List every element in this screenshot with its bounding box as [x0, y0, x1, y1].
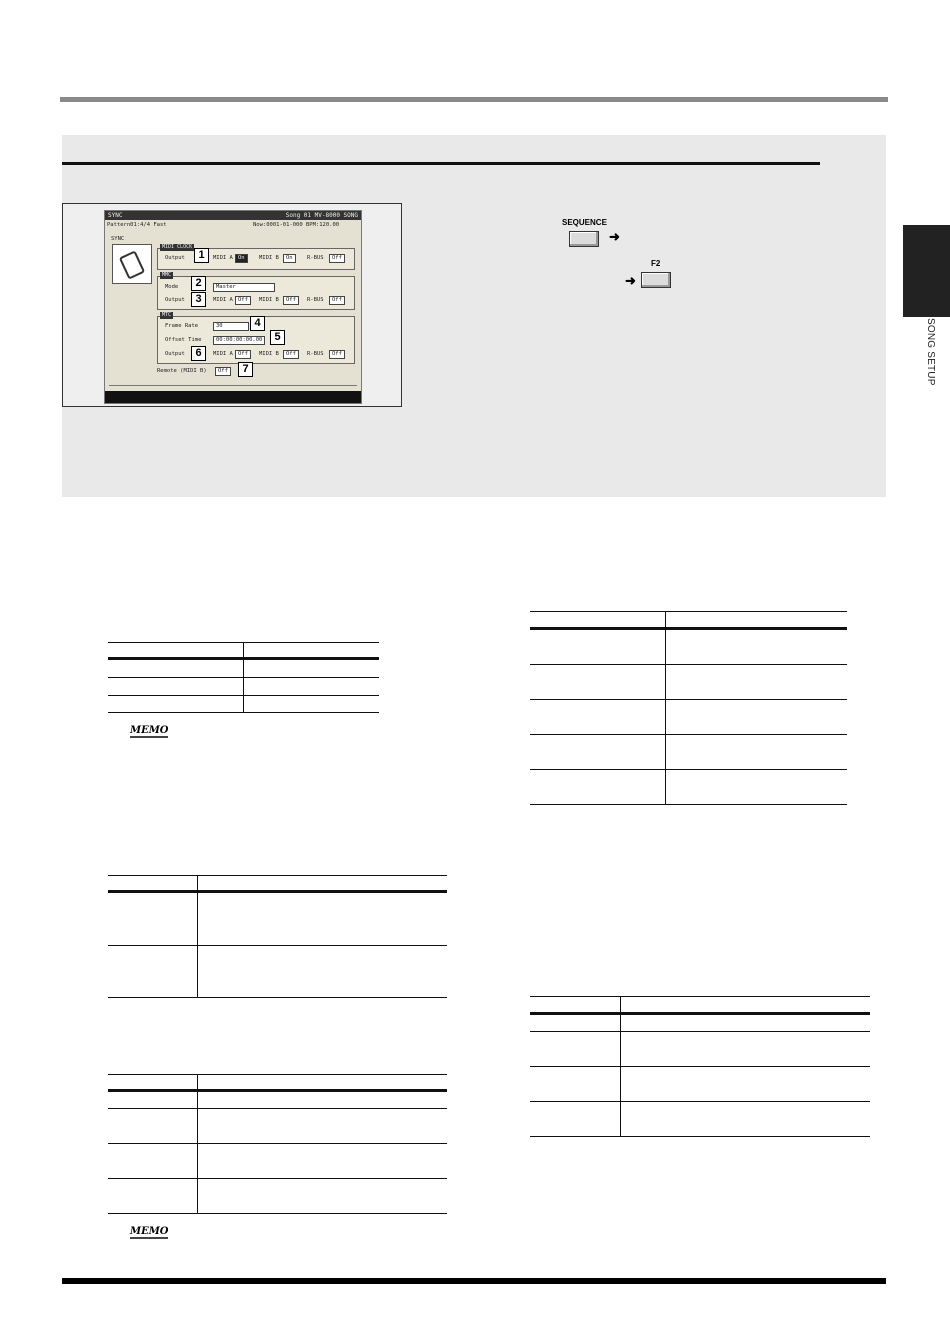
table-e-row-rule — [530, 1066, 870, 1067]
table-b-header-rule — [108, 890, 447, 893]
table-d-top-rule — [530, 611, 847, 612]
lcd-title-bar — [105, 211, 361, 220]
table-e-bottom-rule — [530, 1136, 870, 1137]
mtc-port-a-value[interactable]: Off — [235, 350, 251, 359]
table-c-row-rule — [108, 1178, 447, 1179]
sequence-button[interactable] — [569, 231, 599, 247]
table-b-top-rule — [108, 875, 447, 876]
arrow-icon: ➜ — [625, 273, 636, 288]
midi-cable-icon — [112, 244, 152, 284]
mtc-output-label: Output — [165, 351, 185, 357]
table-a-bottom-rule — [108, 712, 379, 713]
table-d-column-rule — [665, 611, 666, 804]
mtc-port-rbus-value[interactable]: Off — [329, 350, 345, 359]
table-c-header-rule — [108, 1089, 447, 1092]
mtc-tag: MTC — [162, 312, 172, 318]
mtc-frame-rate-value[interactable]: 30 — [213, 322, 249, 331]
mmc-tag: MMC — [162, 272, 172, 278]
memo-icon: MEMO — [130, 725, 169, 736]
f2-button[interactable] — [641, 272, 671, 288]
callout-7: 7 — [238, 362, 253, 377]
mtc-port-b: MIDI B — [259, 351, 279, 357]
midi-clock-tag: MIDI CLOCK — [162, 244, 193, 250]
table-c-top-rule — [108, 1074, 447, 1075]
table-d-row-rule — [530, 699, 847, 700]
mmc-group — [157, 276, 355, 310]
callout-5: 5 — [270, 330, 285, 345]
callout-4: 4 — [250, 316, 265, 331]
mmc-port-b: MIDI B — [259, 297, 279, 303]
mmc-mode-value[interactable]: Master — [213, 283, 275, 292]
f2-button-label: F2 — [651, 259, 661, 268]
mmc-mode-label: Mode — [165, 284, 179, 290]
midi-clock-group — [157, 248, 355, 270]
lcd-position-info: Now:0001-01-000 BPM:120.00 — [253, 222, 340, 228]
midi-clock-port-rbus: R-BUS — [307, 255, 324, 261]
mmc-port-a-value[interactable]: Off — [235, 296, 251, 305]
chapter-tab — [903, 225, 950, 317]
midi-clock-port-a-value[interactable]: On — [235, 254, 248, 263]
callout-2: 2 — [191, 276, 206, 291]
lcd-song-name: Song 01 MV-8000 SONG — [285, 212, 358, 219]
callout-1: 1 — [194, 248, 209, 263]
table-e-row-rule — [530, 1031, 870, 1032]
table-e-column-rule — [620, 996, 621, 1136]
midi-clock-port-rbus-value[interactable]: Off — [329, 254, 345, 263]
table-e-header-rule — [530, 1012, 870, 1015]
table-d-bottom-rule — [530, 804, 847, 805]
mmc-port-rbus: R-BUS — [307, 297, 324, 303]
chapter-tab-label: SONG SETUP — [925, 318, 936, 386]
table-a-column-rule — [243, 642, 244, 712]
mtc-port-rbus: R-BUS — [307, 351, 324, 357]
midi-clock-output-label: Output — [165, 255, 185, 261]
sync-screen — [104, 210, 362, 404]
midi-clock-port-a: MIDI A — [213, 255, 233, 261]
mmc-port-b-value[interactable]: Off — [283, 296, 299, 305]
memo-icon: MEMO — [130, 1226, 169, 1237]
callout-3: 3 — [191, 292, 206, 307]
mtc-offset-value[interactable]: 00:00:00:00.00 — [213, 336, 265, 345]
mtc-offset-label: Offset Time — [165, 337, 202, 343]
lcd-function-bar — [105, 391, 361, 403]
table-e-row-rule — [530, 1101, 870, 1102]
lcd-section-label: SYNC — [111, 236, 125, 242]
remote-label: Remote (MIDI B) — [157, 368, 207, 374]
table-c-row-rule — [108, 1143, 447, 1144]
table-b-column-rule — [197, 875, 198, 997]
mmc-port-a: MIDI A — [213, 297, 233, 303]
table-c-bottom-rule — [108, 1213, 447, 1214]
midi-clock-port-b-value[interactable]: On — [283, 254, 296, 263]
remote-value[interactable]: Off — [215, 367, 231, 376]
table-d-row-rule — [530, 664, 847, 665]
lcd-title: SYNC — [108, 212, 123, 219]
table-b-bottom-rule — [108, 997, 447, 998]
table-c-row-rule — [108, 1108, 447, 1109]
sequence-button-label: SEQUENCE — [562, 218, 607, 227]
bottom-rule — [62, 1278, 886, 1284]
mtc-port-b-value[interactable]: Off — [283, 350, 299, 359]
mmc-output-label: Output — [165, 297, 185, 303]
mmc-port-rbus-value[interactable]: Off — [329, 296, 345, 305]
mtc-port-a: MIDI A — [213, 351, 233, 357]
table-d-header-rule — [530, 627, 847, 630]
midi-clock-port-b: MIDI B — [259, 255, 279, 261]
top-rule — [60, 97, 888, 102]
table-d-row-rule — [530, 769, 847, 770]
lcd-pattern-info: Pattern01:4/4 Fast — [107, 222, 167, 228]
table-e-top-rule — [530, 996, 870, 997]
mtc-frame-rate-label: Frame Rate — [165, 323, 199, 329]
table-c-column-rule — [197, 1074, 198, 1213]
lcd-scroll-track — [109, 385, 357, 386]
arrow-icon: ➜ — [609, 229, 620, 244]
panel-heading-rule — [62, 162, 820, 165]
callout-6: 6 — [191, 346, 206, 361]
table-d-row-rule — [530, 734, 847, 735]
table-b-row-rule — [108, 945, 447, 946]
